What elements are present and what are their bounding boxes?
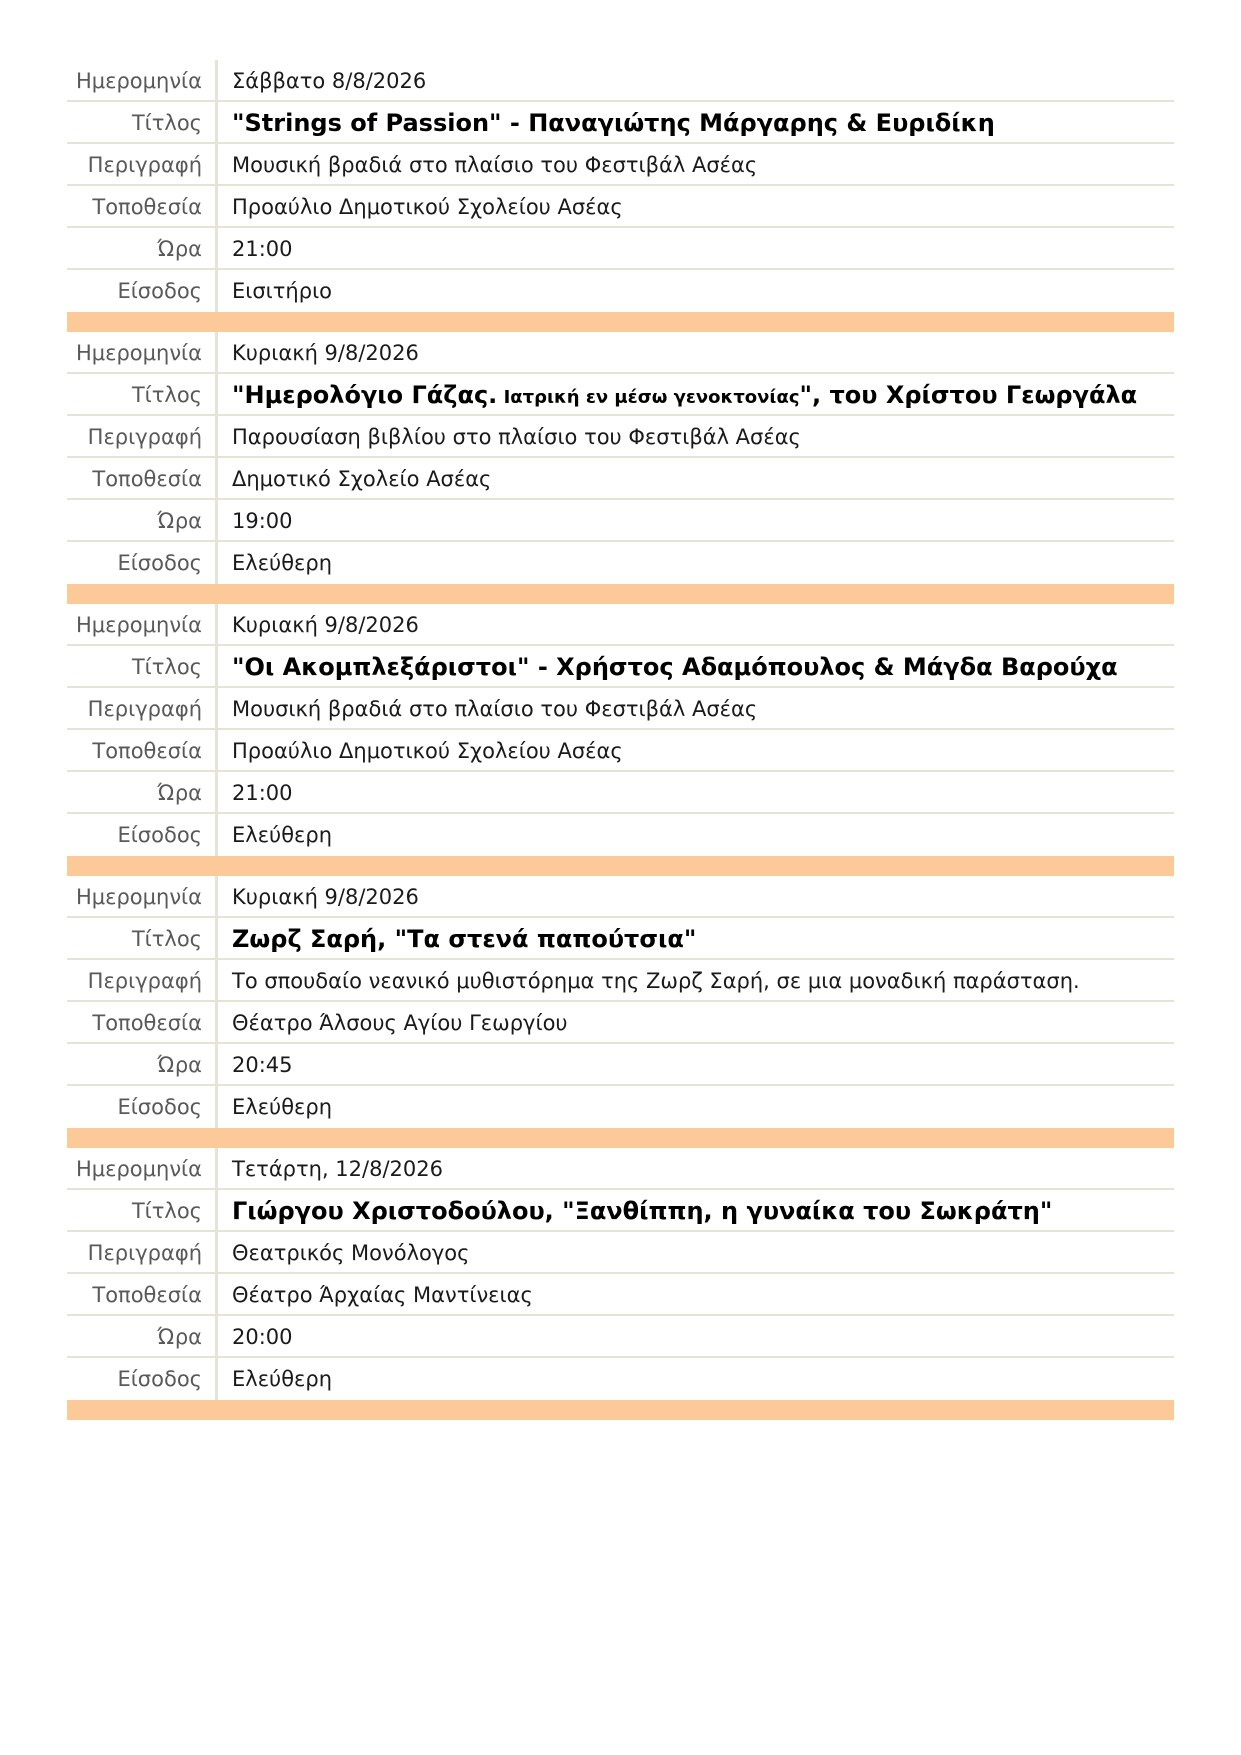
- event-location-row: [67, 1274, 1174, 1316]
- event-location: Θέατρο Άρχαίας Μαντίνειας: [232, 1283, 533, 1307]
- title-label: Τίτλος: [67, 646, 218, 686]
- event-time-row: [67, 772, 1174, 814]
- location-label: Τοποθεσία: [67, 730, 218, 770]
- event-entry-row: [67, 270, 1174, 312]
- event-separator: [67, 312, 1174, 332]
- event-time-row: [67, 1316, 1174, 1358]
- event-description-row: [67, 688, 1174, 730]
- title-label: Τίτλος: [67, 1190, 218, 1230]
- event-title-subtitle: Ιατρική εν μέσω γενοκτονίας: [497, 387, 800, 408]
- event-date-row: [67, 876, 1174, 918]
- event-block: [67, 332, 1174, 604]
- event-description-row: [67, 960, 1174, 1002]
- event-title-row: [67, 374, 1174, 416]
- location-label: Τοποθεσία: [67, 1274, 218, 1314]
- event-entry-row: [67, 1358, 1174, 1400]
- event-description-row: [67, 144, 1174, 186]
- date-label: Ημερομηνία: [67, 876, 218, 916]
- event-date: Σάββατο 8/8/2026: [232, 69, 427, 93]
- event-separator: [67, 584, 1174, 604]
- location-label: Τοποθεσία: [67, 186, 218, 226]
- event-description: Θεατρικός Μονόλογος: [232, 1241, 470, 1265]
- event-description: Το σπουδαίο νεανικό μυθιστόρημα της Ζωρζ Σαρή, σε μια μοναδική παράσταση.: [232, 969, 1080, 993]
- event-separator: [67, 1128, 1174, 1148]
- event-entry: Ελεύθερη: [232, 551, 333, 575]
- location-label: Τοποθεσία: [67, 1002, 218, 1042]
- event-title-row: [67, 102, 1174, 144]
- event-date: Κυριακή 9/8/2026: [232, 885, 419, 909]
- event-title: Ζωρζ Σαρή, "Τα στενά παπούτσια": [232, 925, 697, 953]
- event-time: 20:00: [232, 1325, 293, 1349]
- event-location-row: [67, 1002, 1174, 1044]
- date-label: Ημερομηνία: [67, 60, 218, 100]
- event-date-row: [67, 1148, 1174, 1190]
- events-table: [67, 60, 1174, 1420]
- event-separator: [67, 1400, 1174, 1420]
- date-label: Ημερομηνία: [67, 332, 218, 372]
- event-time-row: [67, 1044, 1174, 1086]
- event-location: Προαύλιο Δημοτικού Σχολείου Ασέας: [232, 739, 623, 763]
- event-description-row: [67, 416, 1174, 458]
- event-location: Δημοτικό Σχολείο Ασέας: [232, 467, 492, 491]
- time-label: Ώρα: [67, 500, 218, 540]
- event-time-row: [67, 500, 1174, 542]
- event-date: Κυριακή 9/8/2026: [232, 341, 419, 365]
- event-time-row: [67, 228, 1174, 270]
- event-title: "Strings of Passion" - Παναγιώτης Μάργαρης & Ευριδίκη: [232, 109, 995, 137]
- time-label: Ώρα: [67, 1316, 218, 1356]
- event-block: [67, 1148, 1174, 1420]
- event-entry-row: [67, 1086, 1174, 1128]
- event-time: 20:45: [232, 1053, 293, 1077]
- event-title: Γιώργου Χριστοδούλου, "Ξανθίππη, η γυναίκα του Σωκράτη": [232, 1197, 1053, 1225]
- event-description: Μουσική βραδιά στο πλαίσιο του Φεστιβάλ Ασέας: [232, 697, 758, 721]
- title-label: Τίτλος: [67, 374, 218, 414]
- entry-label: Είσοδος: [67, 270, 218, 312]
- description-label: Περιγραφή: [67, 416, 218, 456]
- event-time: 19:00: [232, 509, 293, 533]
- entry-label: Είσοδος: [67, 1086, 218, 1128]
- event-block: [67, 604, 1174, 876]
- event-block: [67, 876, 1174, 1148]
- event-title: "Οι Ακομπλεξάριστοι" - Χρήστος Αδαμόπουλος & Μάγδα Βαρούχα: [232, 653, 1118, 681]
- event-entry: Ελεύθερη: [232, 1367, 333, 1391]
- event-entry: Ελεύθερη: [232, 823, 333, 847]
- event-entry-row: [67, 814, 1174, 856]
- event-location-row: [67, 730, 1174, 772]
- event-title-row: [67, 1190, 1174, 1232]
- event-entry: Ελεύθερη: [232, 1095, 333, 1119]
- event-separator: [67, 856, 1174, 876]
- entry-label: Είσοδος: [67, 814, 218, 856]
- event-title-main: "Ημερολόγιο Γάζας.: [232, 381, 498, 409]
- event-description: Μουσική βραδιά στο πλαίσιο του Φεστιβάλ Ασέας: [232, 153, 758, 177]
- event-entry: Εισιτήριο: [232, 279, 333, 303]
- title-label: Τίτλος: [67, 918, 218, 958]
- event-location: Προαύλιο Δημοτικού Σχολείου Ασέας: [232, 195, 623, 219]
- event-date-row: [67, 60, 1174, 102]
- event-location-row: [67, 458, 1174, 500]
- entry-label: Είσοδος: [67, 1358, 218, 1400]
- entry-label: Είσοδος: [67, 542, 218, 584]
- time-label: Ώρα: [67, 1044, 218, 1084]
- time-label: Ώρα: [67, 228, 218, 268]
- event-time: 21:00: [232, 781, 293, 805]
- event-title-row: [67, 918, 1174, 960]
- date-label: Ημερομηνία: [67, 1148, 218, 1188]
- event-title-row: [67, 646, 1174, 688]
- event-location-row: [67, 186, 1174, 228]
- event-date: Τετάρτη, 12/8/2026: [232, 1157, 443, 1181]
- event-location: Θέατρο Άλσους Αγίου Γεωργίου: [232, 1011, 568, 1035]
- event-description-row: [67, 1232, 1174, 1274]
- date-label: Ημερομηνία: [67, 604, 218, 644]
- event-date-row: [67, 332, 1174, 374]
- description-label: Περιγραφή: [67, 1232, 218, 1272]
- event-description: Παρουσίαση βιβλίου στο πλαίσιο του Φεστιβάλ Ασέας: [232, 425, 801, 449]
- title-label: Τίτλος: [67, 102, 218, 142]
- location-label: Τοποθεσία: [67, 458, 218, 498]
- event-title-rest: ", του Χρίστου Γεωργάλα: [799, 381, 1138, 409]
- description-label: Περιγραφή: [67, 688, 218, 728]
- time-label: Ώρα: [67, 772, 218, 812]
- event-time: 21:00: [232, 237, 293, 261]
- event-title: [218, 374, 1174, 414]
- description-label: Περιγραφή: [67, 144, 218, 184]
- event-block: [67, 60, 1174, 332]
- description-label: Περιγραφή: [67, 960, 218, 1000]
- event-date-row: [67, 604, 1174, 646]
- event-date: Κυριακή 9/8/2026: [232, 613, 419, 637]
- event-entry-row: [67, 542, 1174, 584]
